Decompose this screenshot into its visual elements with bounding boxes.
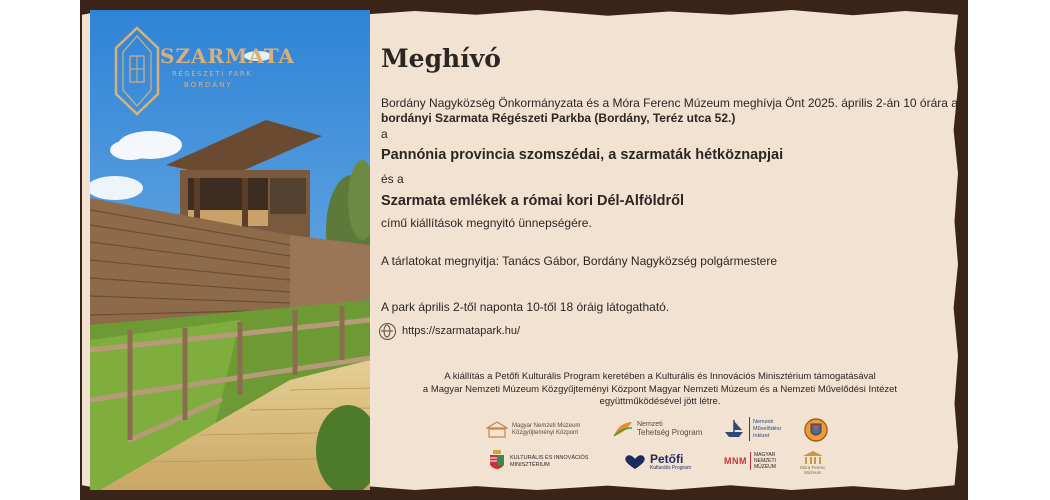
nmi-ship-icon	[722, 418, 746, 440]
partner-mnm-line-1: MAGYAR	[754, 452, 776, 458]
intro-text: Bordány Nagyközség Önkormányzata és a Móra Ferenc Múzeum meghívja Önt 2025. április 2-án 10 órára a	[381, 96, 958, 110]
partner-petofi-line-1: Petőfi	[650, 452, 684, 466]
occasion-text: című kiállítások megnyitó ünnepségére.	[381, 216, 592, 230]
credits-line-1: A kiállítás a Petőfi Kulturális Program keretében a Kulturális és Innovációs Minisztérium támogatásával	[444, 371, 876, 382]
exhibition-title-2: Szarmata emlékek a római kori Dél-Alföldről	[381, 193, 684, 209]
partner-nmi-line-2: Művelődési	[753, 425, 781, 432]
globe-icon	[379, 323, 396, 340]
partner-tehetseg-line-2: Tehetség Program	[637, 428, 703, 437]
invitation-title: Meghívó	[381, 44, 501, 73]
connector-es-a: és a	[381, 172, 404, 186]
petofi-heart-icon	[623, 454, 647, 470]
partner-mnm-badge: MNM	[724, 456, 747, 466]
mora-museum-icon	[803, 451, 823, 465]
website-link[interactable]: https://szarmatapark.hu/	[402, 325, 520, 337]
partner-tehetseg-line-1: Nemzeti	[637, 421, 663, 428]
credits-line-3: együttműködésével jött létre.	[599, 396, 721, 407]
connector-a: a	[381, 127, 388, 141]
logo-wordmark: SZARMATA	[160, 44, 296, 68]
logo-place: BORDÁNY	[184, 81, 233, 89]
bordany-crest-icon	[803, 417, 829, 443]
museum-icon	[486, 421, 508, 439]
partner-mnm-kk-line-1: Magyar Nemzeti Múzeum	[512, 423, 581, 429]
partner-petofi-program	[623, 453, 691, 471]
credits-block	[400, 371, 920, 409]
partner-nmi	[722, 417, 781, 441]
logo-emblem-icon	[112, 26, 162, 116]
partner-petofi-line-2: Kulturális Program	[650, 465, 692, 471]
partner-mnm-line-3: MÚZEUM	[754, 464, 776, 470]
partner-tehetseg-program	[612, 420, 702, 438]
tehetseg-leaf-icon	[612, 420, 634, 438]
partner-mnm	[724, 452, 776, 470]
partner-mnm-kozgyujtemenyi	[486, 421, 580, 439]
partner-mnm-kk-line-2: Közgyűjteményi Központ	[512, 430, 579, 436]
partner-mora-ferenc-muzeum	[800, 451, 826, 475]
partner-kim-line-1: KULTURÁLIS ÉS INNOVÁCIÓS	[510, 455, 589, 461]
exhibition-title-1: Pannónia provincia szomszédai, a szarmaták hétköznapjai	[381, 147, 784, 163]
partner-bordany-coat-of-arms	[803, 417, 829, 443]
partner-kim-line-2: MINISZTÉRIUM	[510, 462, 550, 468]
opener-text: A tárlatokat megnyitja: Tanács Gábor, Bordány Nagyközség polgármestere	[381, 254, 777, 268]
opening-hours-text: A park április 2-től naponta 10-től 18 óráig látogatható.	[381, 300, 670, 314]
partner-kim	[489, 450, 588, 474]
partner-nmi-line-3: Intézet	[753, 432, 770, 439]
hungarian-coat-of-arms-icon	[489, 450, 505, 474]
partner-mora-line-1: Móra Ferenc	[800, 465, 826, 470]
partner-mnm-line-2: NEMZETI	[754, 458, 776, 464]
logo-subtitle: RÉGÉSZETI PARK	[172, 70, 253, 78]
venue-text: bordányi Szarmata Régészeti Parkba (Bordány, Teréz utca 52.)	[381, 111, 736, 125]
credits-line-2: a Magyar Nemzeti Múzeum Közgyűjteményi Központ Magyar Nemzeti Múzeum és a Nemzeti Művelődési Intézet	[422, 383, 898, 395]
partner-nmi-line-1: Nemzeti	[753, 418, 774, 425]
partner-mora-line-2: Múzeum	[804, 470, 822, 475]
